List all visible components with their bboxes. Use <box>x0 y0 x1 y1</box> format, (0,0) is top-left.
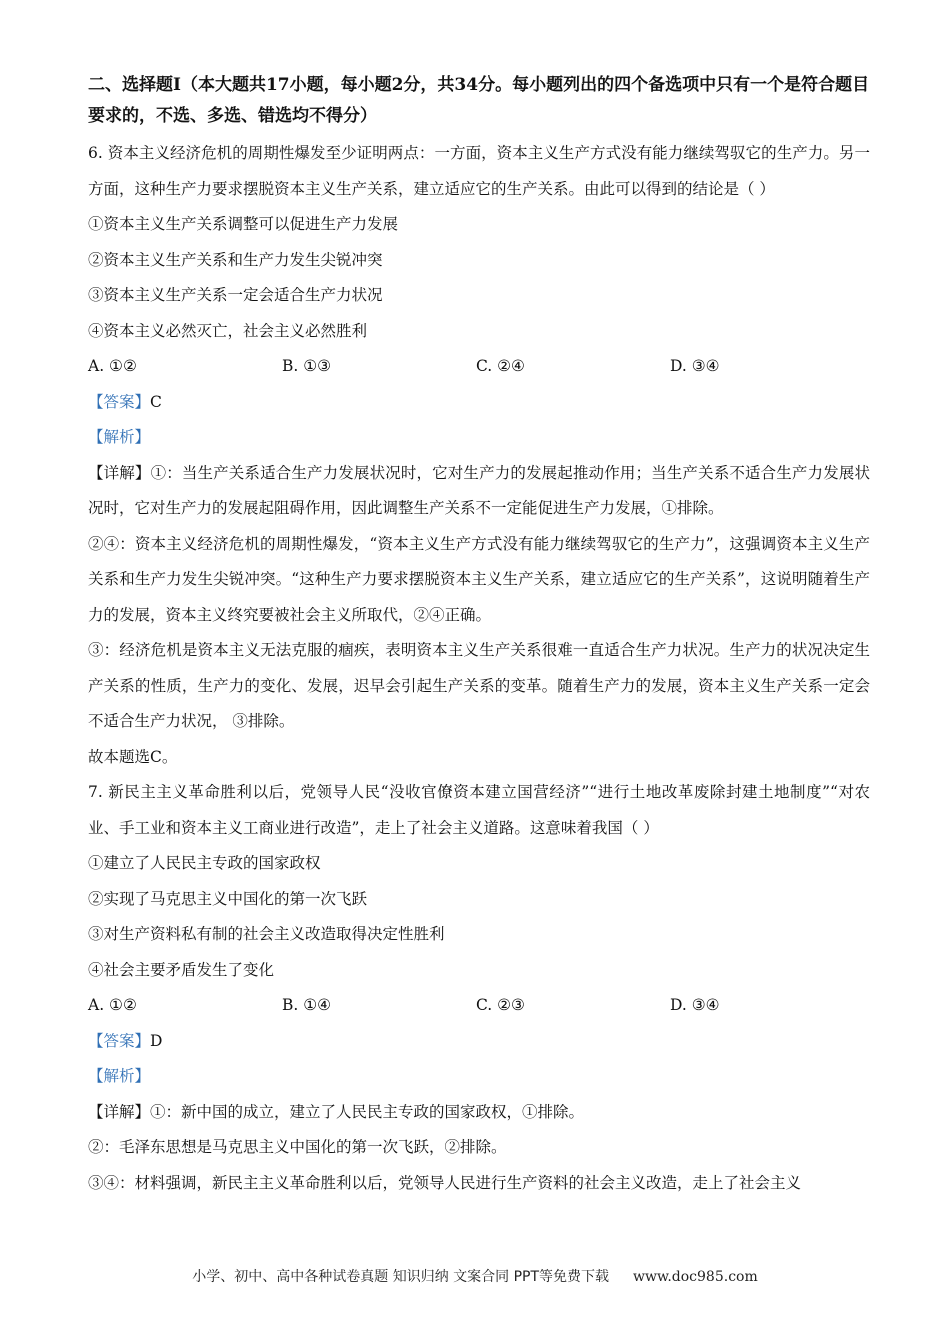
option-a: A. ①② <box>88 996 137 1014</box>
conclusion: 故本题选C。 <box>88 747 178 766</box>
document-body <box>88 70 870 1201</box>
detail-paragraph: ②：毛泽东思想是马克思主义中国化的第一次飞跃，②排除。 <box>88 1138 507 1156</box>
answer-tag: 【答案】 <box>88 1031 151 1050</box>
question-7 <box>88 775 870 1201</box>
choice-item: ①资本主义生产关系调整可以促进生产力发展 <box>88 215 399 233</box>
choice-item: ③对生产资料私有制的社会主义改造取得决定性胜利 <box>88 925 445 943</box>
detail-tag: 【详解】 <box>88 1102 151 1121</box>
option-a: A. ①② <box>88 357 137 375</box>
detail-text: ①：新中国的成立，建立了人民民主专政的国家政权，①排除。 <box>150 1102 585 1121</box>
choice-item: ④资本主义必然灭亡，社会主义必然胜利 <box>88 321 368 340</box>
answer-options <box>88 349 870 385</box>
detail-text: ①：当生产关系适合生产力发展状况时，它对生产力的发展起推动作用；当生产关系不适合生产力发展状况时，它对生产力的发展起阻碍作用，因此调整生产关系不一定能促进生产力发展，①排除。 <box>88 463 870 517</box>
section-title: 二、选择题Ⅰ（本大题共17小题，每小题2分，共34分。每小题列出的四个备选项中只有一个是符合题目要求的，不选、多选、错选均不得分） <box>88 75 870 126</box>
analysis-tag: 【解析】 <box>88 428 151 446</box>
choice-item: ③资本主义生产关系一定会适合生产力状况 <box>88 286 383 304</box>
analysis-tag: 【解析】 <box>88 1067 151 1085</box>
detail-paragraph <box>88 456 870 527</box>
choice-item: ②实现了马克思主义中国化的第一次飞跃 <box>88 889 368 908</box>
page-footer <box>0 1266 950 1286</box>
choice-item: ④社会主要矛盾发生了变化 <box>88 960 275 979</box>
answer-value: D <box>150 1031 163 1050</box>
footer-url[interactable]: www.doc985.com <box>633 1269 758 1285</box>
detail-paragraph <box>88 1095 870 1131</box>
choice-item: ①建立了人民民主专政的国家政权 <box>88 854 321 872</box>
option-c: C. ②④ <box>476 357 525 375</box>
question-stem: 6. 资本主义经济危机的周期性爆发至少证明两点：一方面，资本主义生产方式没有能力继续驾驭它的生产力。另一方面，这种生产力要求摆脱资本主义生产关系，建立适应它的生产关系。由此可以得到的结论是（ ） <box>88 144 870 198</box>
option-b: B. ①③ <box>282 357 332 375</box>
answer-value: C <box>150 392 162 411</box>
answer-tag: 【答案】 <box>88 392 151 411</box>
choice-item: ②资本主义生产关系和生产力发生尖锐冲突 <box>88 250 383 269</box>
option-b: B. ①④ <box>282 996 332 1014</box>
detail-paragraph: ③：经济危机是资本主义无法克服的痼疾，表明资本主义生产关系很难一直适合生产力状况。生产力的状况决定生产关系的性质，生产力的变化、发展，迟早会引起生产关系的变革。随着生产力的发展，资本主义生产关系一定会不适合生产力状况， ③排除。 <box>88 641 870 730</box>
footer-text: 小学、初中、高中各种试卷真题 知识归纳 文案合同 PPT等免费下载 <box>192 1269 610 1285</box>
detail-tag: 【详解】 <box>88 463 151 482</box>
question-6 <box>88 136 870 775</box>
answer-line <box>88 1024 870 1060</box>
question-stem: 7. 新民主主义革命胜利以后，党领导人民“没收官僚资本建立国营经济”“进行土地改革废除封建土地制度”“对农业、手工业和资本主义工商业进行改造”，走上了社会主义道路。这意味着我国（ ） <box>88 783 870 837</box>
detail-paragraph: ③④：材料强调，新民主主义革命胜利以后，党领导人民进行生产资料的社会主义改造，走上了社会主义 <box>88 1173 802 1192</box>
detail-paragraph: ②④：资本主义经济危机的周期性爆发，“资本主义生产方式没有能力继续驾驭它的生产力”，这强调资本主义生产关系和生产力发生尖锐冲突。“这种生产力要求摆脱资本主义生产关系，建立适应它的生产关系”，这说明随着生产力的发展，资本主义终究要被社会主义所取代，②④正确。 <box>88 534 870 624</box>
answer-options <box>88 988 870 1024</box>
option-c: C. ②③ <box>476 996 525 1014</box>
option-d: D. ③④ <box>670 996 720 1014</box>
answer-line <box>88 385 870 421</box>
option-d: D. ③④ <box>670 357 720 375</box>
